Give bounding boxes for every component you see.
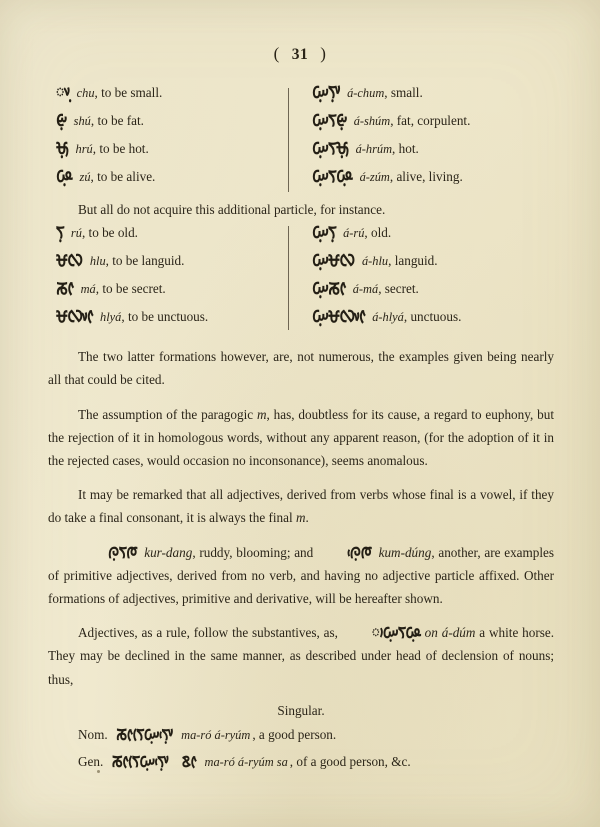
paragraph-part: .: [305, 510, 309, 526]
example-left: [48, 163, 290, 187]
example-left: [48, 79, 290, 103]
translation: , fat, corpulent.: [390, 113, 471, 128]
romanization: rú: [70, 226, 82, 241]
lepcha-script-on-adum: ᰥᰠ᰷ᰛᰘ᰷: [371, 621, 421, 643]
gloss-shu: [74, 113, 144, 129]
lepcha-script-zu: ᰘ᰷: [56, 163, 73, 187]
translation: , languid.: [388, 253, 438, 269]
lepcha-script-ahlya: ᰠ᰷ᰝᰜᰤᰦ: [312, 303, 366, 328]
gloss-hlya: [100, 309, 208, 325]
paragraph-part: , ruddy, blooming; and: [192, 544, 317, 560]
declension-row-nominative: [48, 721, 554, 748]
translation: , to be small.: [94, 85, 163, 100]
example-right: [290, 107, 554, 131]
romanization: á-hlu: [361, 254, 389, 269]
paragraph-adjectives-final-m: [48, 483, 554, 529]
page-number: 31: [291, 46, 309, 63]
translation: , hot.: [392, 141, 419, 156]
page-header: [0, 44, 600, 64]
lepcha-script-chu: ᰤ᰷: [56, 79, 70, 103]
column-divider-1: [288, 88, 289, 192]
lepcha-script-ma: ᰕᰦ: [56, 275, 74, 300]
romanization: á-zúm: [359, 170, 390, 184]
translation-genitive: , of a good person, &c.: [289, 753, 411, 769]
romanization: á-rú: [343, 226, 365, 241]
lepcha-script-hlu: ᰝᰜ: [56, 247, 83, 272]
page-number-open-paren: (: [273, 44, 280, 63]
lepcha-script-maro-aryum: ᰕᰦᰛᰨᰠ᰷ᰛᰤ᰷ᰵ: [115, 723, 173, 745]
translation: , old.: [364, 225, 392, 241]
lepcha-script-aru: ᰠ᰷ᰛ᰷: [312, 219, 337, 244]
romanization: hrú: [75, 142, 93, 156]
lepcha-script-genitive-suffix-sa: ᰣᰦ: [181, 750, 197, 772]
page-body: [48, 79, 555, 775]
lepcha-script-ru: ᰛ᰷: [56, 219, 64, 244]
romanization-maro-aryum: ma-ró á-ryúm: [181, 727, 251, 742]
translation: , unctuous.: [403, 309, 462, 325]
paragraph-part: It may be remarked that all adjectives, derived from verbs whose final is a vowel, if they do take a final consonant, it is always the final: [48, 487, 554, 526]
gloss-ama: [353, 281, 419, 297]
romanization-kumdung: kum-dúng: [378, 544, 432, 560]
gloss-ahlu: [362, 253, 438, 269]
example-left: [48, 219, 290, 244]
translation: , secret.: [378, 281, 419, 297]
table-row: [48, 275, 554, 308]
example-left: [48, 303, 290, 328]
example-right: [290, 247, 554, 272]
paragraph-adjectives-follow-substantives: [48, 621, 554, 691]
lepcha-script-kumdung: ᰍ᰷ᰵᰈ: [346, 540, 372, 563]
romanization: má: [80, 282, 96, 297]
translation: , small.: [384, 85, 423, 100]
table-row: [48, 135, 554, 168]
lepcha-script-shu: ᰡ᰷: [56, 107, 67, 131]
translation: , to be fat.: [90, 113, 144, 128]
romanization: hlyá: [100, 310, 122, 325]
lepcha-script-hlya: ᰝᰜᰤᰦ: [56, 303, 94, 328]
case-label-genitive: Gen.: [78, 753, 104, 769]
lepcha-script-ama: ᰠ᰷ᰕᰦ: [312, 275, 346, 300]
table-row: [48, 163, 554, 196]
romanization-maro-aryum-sa: ma-ró á-ryúm sa: [204, 754, 288, 769]
gloss-zu: [80, 169, 156, 185]
table-row: [48, 79, 554, 112]
romanization: chu: [76, 86, 95, 100]
paragraph-part: Adjectives, as a rule, follow the substantives, as,: [78, 625, 342, 641]
paragraph-part: , has, doubtless for its cause, a regard to euphony, but the rejection of it in homologous words, without any apparent reason, (for the adoption of it in the rejected cases, would occasion no inconsonance), seems anomalous.: [48, 406, 554, 469]
table-row: [48, 107, 554, 140]
gloss-ahlya: [372, 309, 461, 325]
column-divider-2: [288, 226, 289, 330]
table-row: [48, 303, 554, 336]
romanization: zú: [79, 170, 91, 184]
declension-row-genitive: [48, 748, 554, 775]
gloss-achum: [347, 85, 423, 101]
romanization: á-má: [352, 282, 379, 297]
paper-speck: [97, 770, 100, 773]
lepcha-script-hru: ᰝᰥ᰷: [56, 135, 69, 159]
gloss-hru: [76, 141, 149, 157]
romanization: á-chum: [347, 86, 385, 100]
translation-nominative: , a good person.: [252, 726, 337, 742]
example-right: [290, 135, 554, 159]
translation: , to be secret.: [95, 281, 166, 297]
romanization: á-shúm: [353, 114, 391, 128]
italic-letter-m: m: [256, 406, 267, 422]
lepcha-script-ashum: ᰠ᰷ᰛᰡ᰷: [312, 107, 347, 131]
gloss-ashum: [354, 113, 471, 129]
table-row: [48, 219, 554, 252]
paragraph-part: The assumption of the paragogic: [78, 406, 257, 422]
lepcha-script-kurdang: ᰍ᰷ᰛᰈ: [108, 540, 137, 563]
romanization: hlu: [89, 254, 106, 269]
paragraph-part: , another, are examples of primitive adjectives, derived from no verb, and having no adjective particle affixed. Other formations of adjectives, primitive and derivative, will be hereafter shown.: [48, 544, 555, 607]
examples-block-1: [48, 79, 554, 196]
note-between-blocks: But all do not acquire this additional particle, for instance.: [78, 202, 386, 217]
paragraph-paragogic-m: [48, 403, 554, 473]
gloss-chu: [77, 85, 163, 101]
gloss-hlu: [90, 253, 185, 269]
romanization-kurdang: kur-dang: [144, 544, 193, 560]
gloss-azum: [360, 169, 463, 185]
example-right: [290, 79, 554, 103]
gloss-ru: [71, 225, 138, 241]
paragraph-kurdang-kumdung: [48, 541, 554, 611]
translation: , to be old.: [81, 225, 138, 241]
translation: , to be alive.: [90, 169, 156, 184]
romanization: á-hrúm: [355, 142, 393, 156]
example-right: [290, 303, 554, 328]
romanization-on-adum: on á-dúm: [424, 625, 476, 641]
lepcha-script-ahrum: ᰠ᰷ᰛᰝᰥ᰷: [312, 135, 349, 159]
paragraph-two-latter: The two latter formations however, are, not numerous, the examples given being nearly all that could be cited.: [48, 349, 554, 388]
lepcha-script-ahlu: ᰠ᰷ᰝᰜ: [312, 247, 355, 272]
example-left: [48, 275, 290, 300]
romanization: á-hlyá: [372, 310, 404, 325]
translation: , to be unctuous.: [121, 309, 209, 325]
example-left: [48, 107, 290, 131]
lepcha-script-maro-aryum: ᰕᰦᰛᰨᰠ᰷ᰛᰤ᰷ᰵ: [111, 750, 169, 772]
gloss-aru: [343, 225, 391, 241]
example-left: [48, 247, 290, 272]
example-left: [48, 135, 290, 159]
declension-heading: Singular.: [277, 702, 325, 718]
examples-block-2: [48, 219, 554, 336]
page-number-close-paren: ): [320, 44, 327, 63]
lepcha-script-azum: ᰠ᰷ᰛᰘ᰷: [312, 163, 353, 187]
gloss-ahrum: [356, 141, 419, 157]
example-right: [290, 275, 554, 300]
table-row: [48, 247, 554, 280]
example-right: [290, 219, 554, 244]
translation: , alive, living.: [389, 169, 463, 184]
paragraph-part: a white horse. They may be declined in the same manner, as described under head of declension of nouns; thus,: [48, 625, 555, 687]
gloss-ma: [81, 281, 166, 297]
translation: , to be hot.: [92, 141, 149, 156]
translation: , to be languid.: [105, 253, 185, 269]
case-label-nominative: Nom.: [78, 726, 108, 742]
example-right: [290, 163, 554, 187]
italic-letter-m: m: [295, 510, 306, 526]
lepcha-script-achum: ᰠ᰷ᰛᰤ᰷: [312, 79, 341, 103]
romanization: shú: [73, 114, 91, 128]
